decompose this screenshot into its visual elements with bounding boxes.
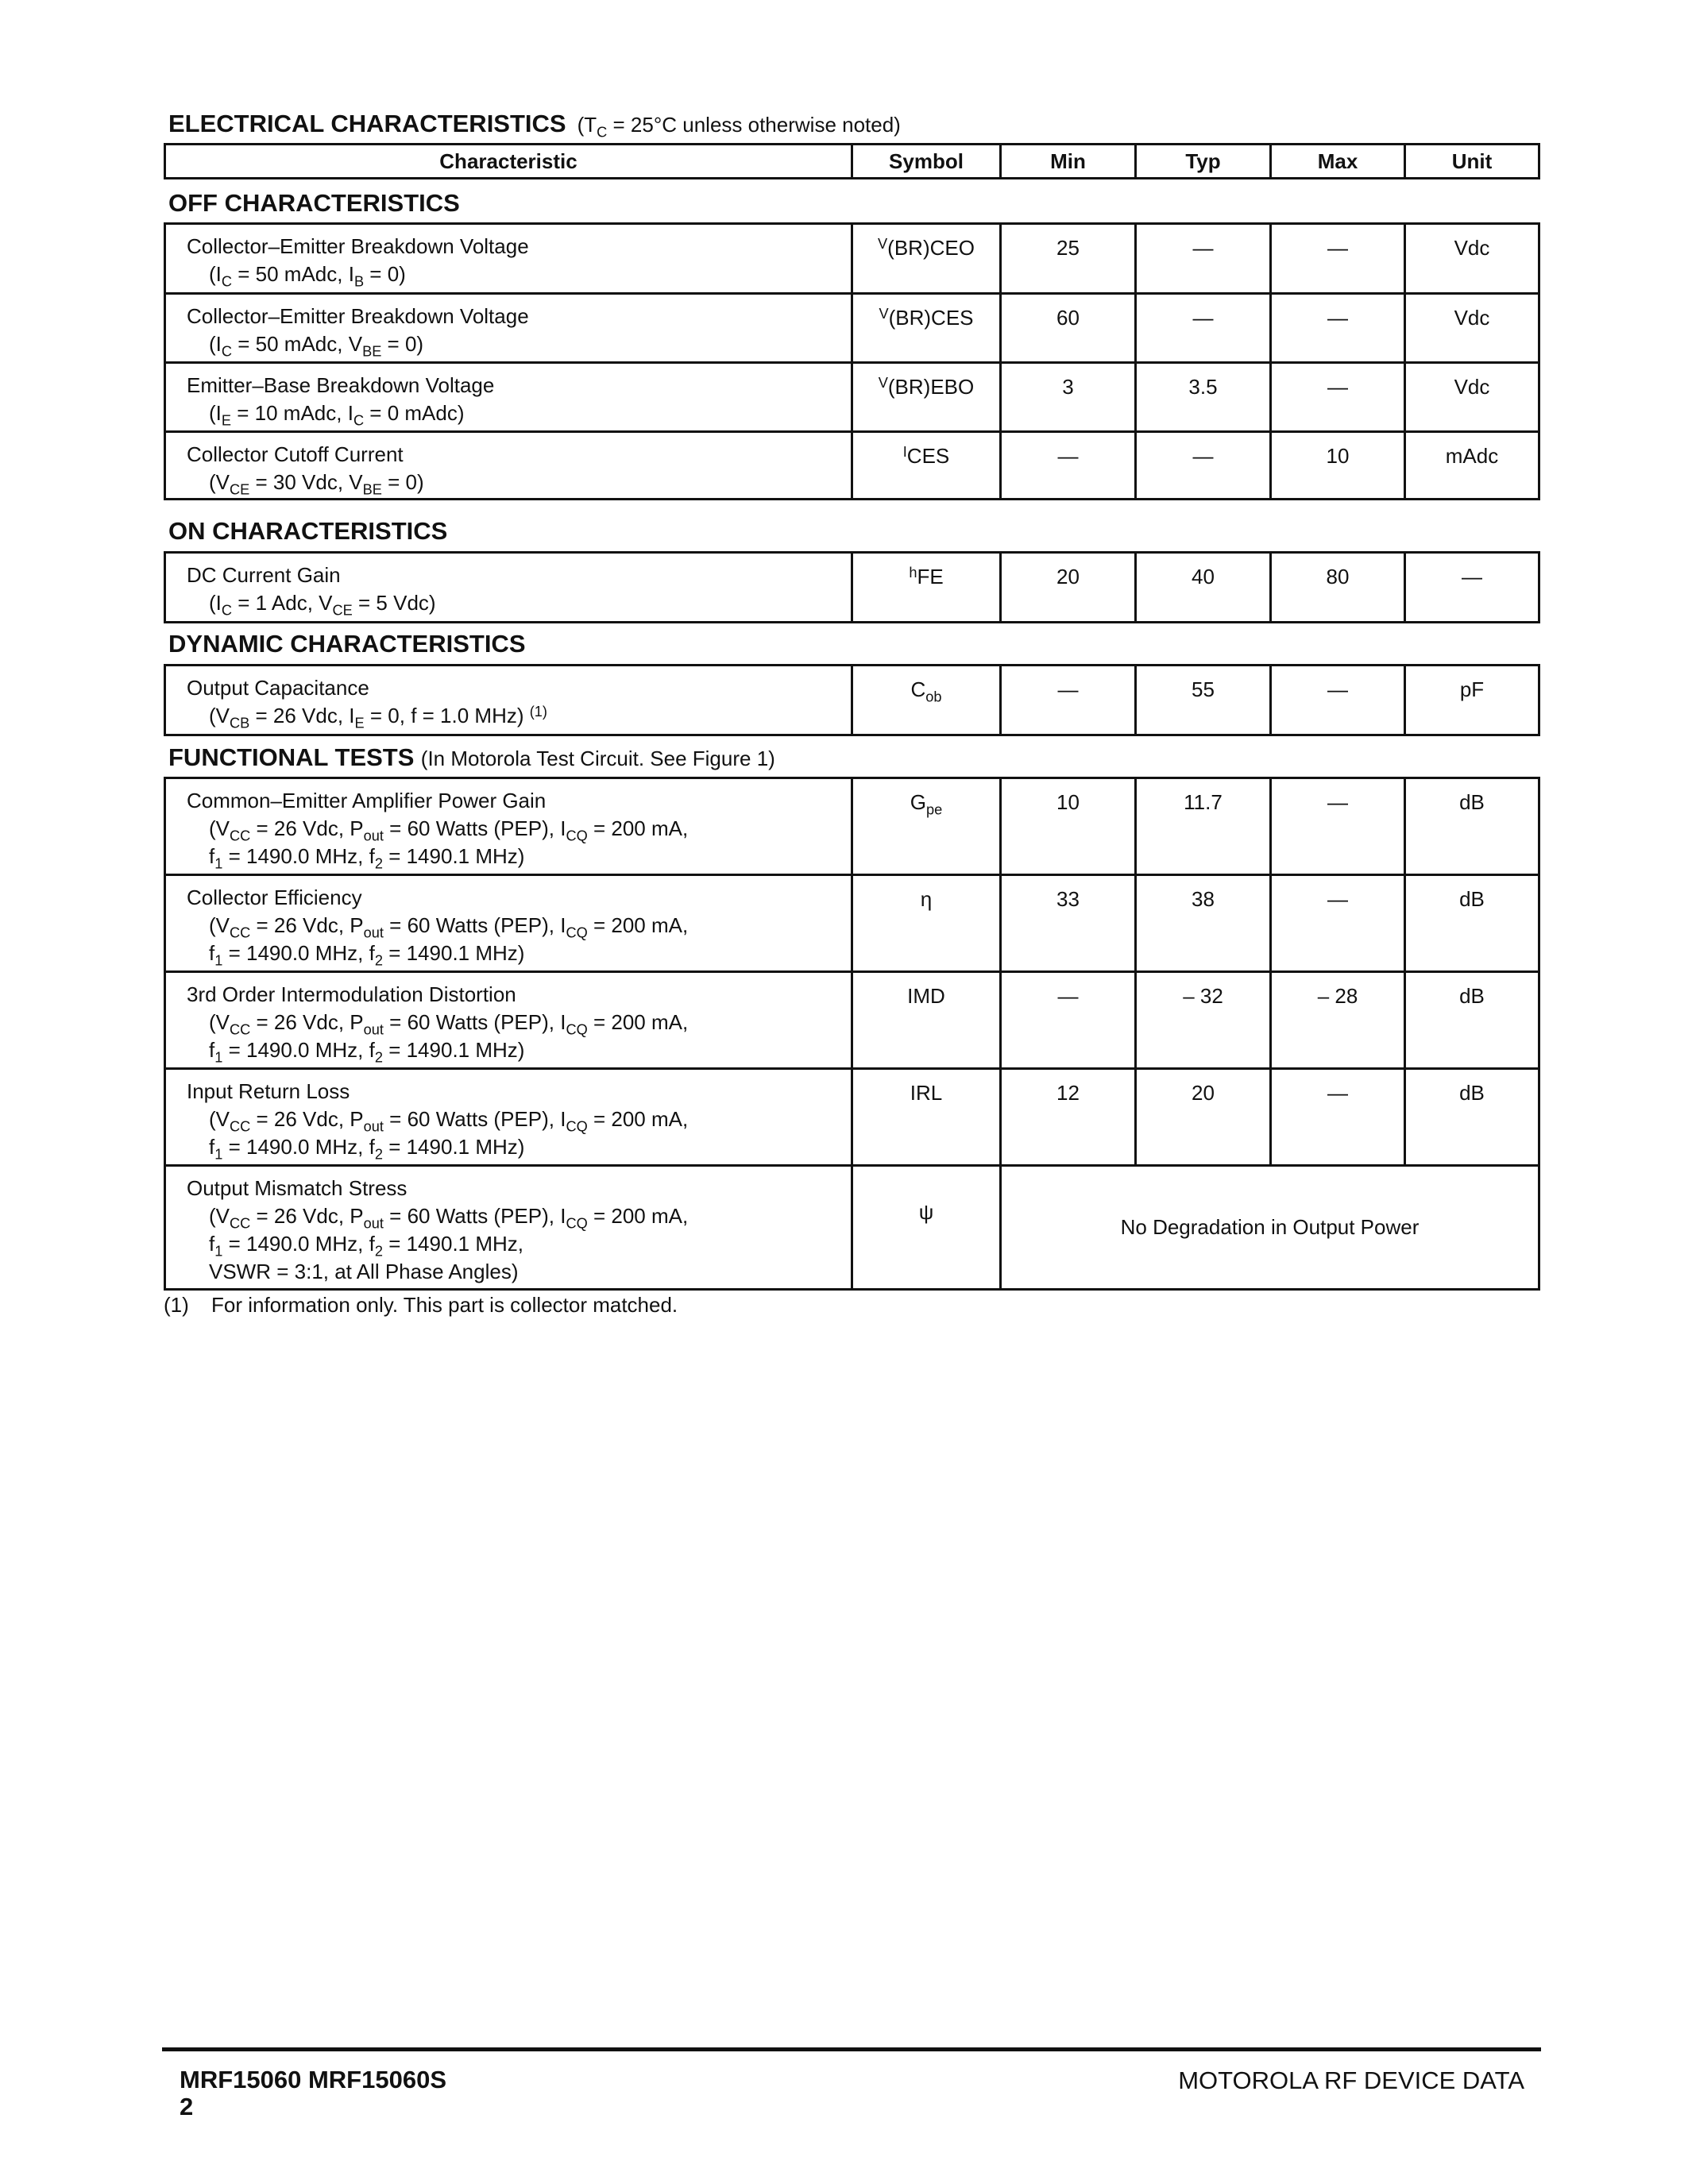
characteristic-cell: 3rd Order Intermodulation Distortion ($V_{CC} = 26$ Vdc, $P_{out} = 60$ Watts (PEP), $I_{CQ} = 200$ mA, $f_1 = 1490.0$ MHz, $f_2 = 1490.1$ MHz) xyxy=(165,972,852,1069)
min-cell: 3 xyxy=(1001,363,1136,432)
on-table xyxy=(164,551,1540,623)
unit-cell: pF xyxy=(1405,666,1539,735)
table-row xyxy=(165,224,1539,294)
footer-publisher: MOTOROLA RF DEVICE DATA xyxy=(1178,2066,1524,2094)
footer-part-numbers: MRF15060 MRF15060S xyxy=(180,2066,446,2093)
title-condition: ($T_C = 25^\circ C$ unless otherwise noted) xyxy=(577,113,901,141)
min-cell: 12 xyxy=(1001,1069,1136,1166)
unit-cell: dB xyxy=(1405,972,1539,1069)
characteristic-cell: Collector Efficiency ($V_{CC} = 26$ Vdc, $P_{out} = 60$ Watts (PEP), $I_{CQ} = 200$ mA, $f_1 = 1490.0$ MHz, $f_2 = 1490.1$ MHz) xyxy=(165,875,852,972)
characteristic-cell: Collector Cutoff Current ($V_{CE} = 30$ Vdc, $V_{BE} = 0$) xyxy=(165,432,852,500)
characteristic-cell: Common–Emitter Amplifier Power Gain ($V_{CC} = 26$ Vdc, $P_{out} = 60$ Watts (PEP), $I_{CQ} = 200$ mA, $f_1 = 1490.0$ MHz, $f_2 = 1490.1$ MHz) xyxy=(165,778,852,875)
table-row xyxy=(165,294,1539,363)
symbol-cell: $C_{ob}$ xyxy=(852,666,1001,735)
min-cell: 25 xyxy=(1001,224,1136,294)
max-cell: – 28 xyxy=(1271,972,1405,1069)
off-table xyxy=(164,222,1540,500)
unit-cell: dB xyxy=(1405,778,1539,875)
typ-cell: 3.5 xyxy=(1136,363,1271,432)
functional-table xyxy=(164,777,1540,1291)
table-row xyxy=(165,972,1539,1069)
table-row xyxy=(165,432,1539,500)
merged-value-cell: No Degradation in Output Power xyxy=(1001,1166,1539,1290)
typ-cell: 11.7 xyxy=(1136,778,1271,875)
typ-cell: 20 xyxy=(1136,1069,1271,1166)
table-row xyxy=(165,875,1539,972)
symbol-cell: $^I$CES xyxy=(852,432,1001,500)
min-cell: 20 xyxy=(1001,553,1136,623)
typ-cell: — xyxy=(1136,224,1271,294)
symbol-cell: $^V$(BR)CES xyxy=(852,294,1001,363)
functional-heading: FUNCTIONAL TESTS (In Motorola Test Circuit. See Figure 1) xyxy=(168,743,775,771)
table-row xyxy=(165,666,1539,735)
unit-cell: Vdc xyxy=(1405,363,1539,432)
off-heading: OFF CHARACTERISTICS xyxy=(168,189,460,217)
typ-cell: – 32 xyxy=(1136,972,1271,1069)
unit-cell: dB xyxy=(1405,1069,1539,1166)
col-max: Max xyxy=(1271,145,1405,179)
dynamic-table xyxy=(164,664,1540,736)
symbol-cell: ψ xyxy=(852,1166,1001,1290)
footnote-number: (1) xyxy=(164,1293,189,1317)
characteristic-cell: Input Return Loss ($V_{CC} = 26$ Vdc, $P_{out} = 60$ Watts (PEP), $I_{CQ} = 200$ mA, $f_1 = 1490.0$ MHz, $f_2 = 1490.1$ MHz) xyxy=(165,1069,852,1166)
min-cell: — xyxy=(1001,432,1136,500)
characteristic-cell: DC Current Gain ($I_C = 1$ Adc, $V_{CE} = 5$ Vdc) xyxy=(165,553,852,623)
col-symbol: Symbol xyxy=(852,145,1001,179)
symbol-cell: IMD xyxy=(852,972,1001,1069)
max-cell: 10 xyxy=(1271,432,1405,500)
characteristic-cell: Output Mismatch Stress ($V_{CC} = 26$ Vdc, $P_{out} = 60$ Watts (PEP), $I_{CQ} = 200$ mA, $f_1 = 1490.0$ MHz, $f_2 = 1490.1$ MHz, VSWR = 3:1, at All Phase Angles) xyxy=(165,1166,852,1290)
table-row xyxy=(165,363,1539,432)
unit-cell: Vdc xyxy=(1405,294,1539,363)
footnote xyxy=(164,1293,678,1318)
min-cell: 60 xyxy=(1001,294,1136,363)
characteristic-cell: Output Capacitance ($V_{CB} = 26$ Vdc, $I_E = 0$, f = 1.0 MHz) $^{(1)}$ xyxy=(165,666,852,735)
min-cell: — xyxy=(1001,666,1136,735)
min-cell: — xyxy=(1001,972,1136,1069)
footer-rule xyxy=(162,2047,1541,2051)
col-min: Min xyxy=(1001,145,1136,179)
characteristic-cell: Emitter–Base Breakdown Voltage ($I_E = 10$ mAdc, $I_C = 0$ mAdc) xyxy=(165,363,852,432)
max-cell: — xyxy=(1271,875,1405,972)
max-cell: — xyxy=(1271,666,1405,735)
symbol-cell: IRL xyxy=(852,1069,1001,1166)
unit-cell: Vdc xyxy=(1405,224,1539,294)
title-heading: ELECTRICAL CHARACTERISTICS xyxy=(168,110,566,137)
footnote-text: For information only. This part is collector matched. xyxy=(211,1293,678,1317)
page-number: 2 xyxy=(180,2093,194,2120)
typ-cell: 38 xyxy=(1136,875,1271,972)
symbol-cell: $^V$(BR)EBO xyxy=(852,363,1001,432)
col-unit: Unit xyxy=(1405,145,1539,179)
max-cell: — xyxy=(1271,294,1405,363)
typ-cell: — xyxy=(1136,294,1271,363)
max-cell: — xyxy=(1271,1069,1405,1166)
functional-note: (In Motorola Test Circuit. See Figure 1) xyxy=(420,747,775,770)
table-header xyxy=(164,143,1540,179)
col-characteristic: Characteristic xyxy=(165,145,852,179)
section-title xyxy=(168,110,901,141)
symbol-cell: $G_{pe}$ xyxy=(852,778,1001,875)
typ-cell: 55 xyxy=(1136,666,1271,735)
max-cell: — xyxy=(1271,224,1405,294)
typ-cell: — xyxy=(1136,432,1271,500)
max-cell: — xyxy=(1271,363,1405,432)
characteristic-cell: Collector–Emitter Breakdown Voltage ($I_C = 50$ mAdc, $I_B = 0$) xyxy=(165,224,852,294)
table-row xyxy=(165,1069,1539,1166)
min-cell: 10 xyxy=(1001,778,1136,875)
on-heading: ON CHARACTERISTICS xyxy=(168,517,448,545)
dynamic-heading: DYNAMIC CHARACTERISTICS xyxy=(168,630,526,658)
unit-cell: mAdc xyxy=(1405,432,1539,500)
footer-left xyxy=(180,2066,446,2120)
symbol-cell: η xyxy=(852,875,1001,972)
characteristic-cell: Collector–Emitter Breakdown Voltage ($I_C = 50$ mAdc, $V_{BE} = 0$) xyxy=(165,294,852,363)
max-cell: — xyxy=(1271,778,1405,875)
symbol-cell: $^V$(BR)CEO xyxy=(852,224,1001,294)
col-typ: Typ xyxy=(1136,145,1271,179)
unit-cell: — xyxy=(1405,553,1539,623)
symbol-cell: $^h$FE xyxy=(852,553,1001,623)
min-cell: 33 xyxy=(1001,875,1136,972)
unit-cell: dB xyxy=(1405,875,1539,972)
table-row xyxy=(165,1166,1539,1290)
table-row xyxy=(165,778,1539,875)
typ-cell: 40 xyxy=(1136,553,1271,623)
max-cell: 80 xyxy=(1271,553,1405,623)
table-row xyxy=(165,553,1539,623)
